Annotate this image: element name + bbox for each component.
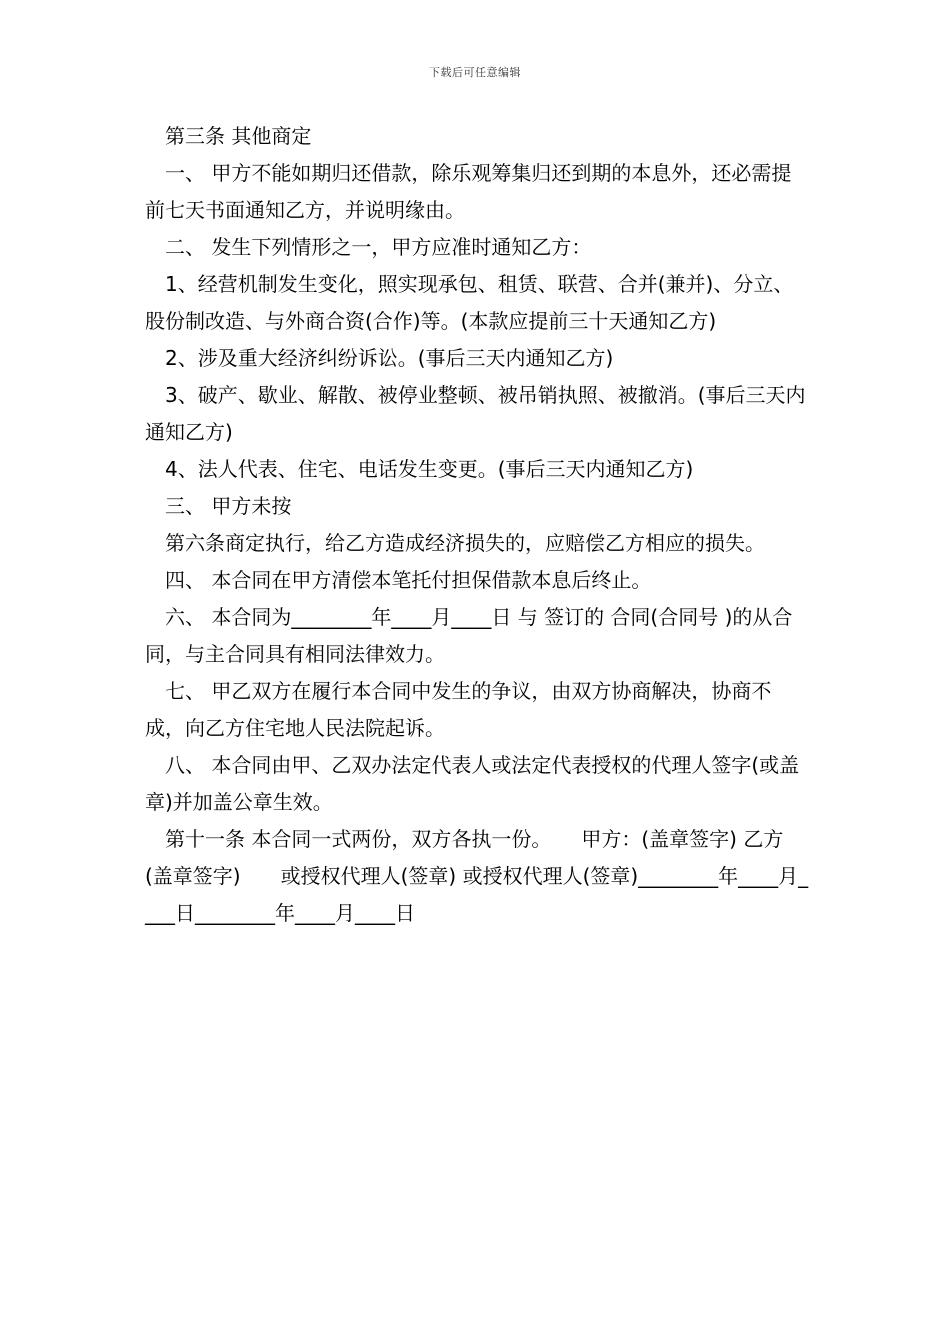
page-header: 下载后可任意编辑 [429,66,521,79]
clause-1: 一、 甲方不能如期归还借款，除乐观筹集归还到期的本息外，还必需提前七天书面通知乙方，并说明缘由。 [145,161,792,222]
document-body [145,118,810,932]
article-11-signatures: 第十一条 本合同一式两份，双方各执一份。 甲方：(盖章签字) 乙方(盖章签字) 或授权代理人(签章) 或授权代理人(签章)________年____月____日________年____月____日 [145,827,809,925]
clause-8: 八、 本合同由甲、乙双办法定代表人或法定代表授权的代理人签字(或盖章)并加盖公章生效。 [145,753,800,814]
clause-3: 三、 甲方未按 [165,494,292,518]
clause-2-item-1: 1、经营机制发生变化，照实现承包、租赁、联营、合并(兼并)、分立、股份制改造、与外商合资(合作)等。(本款应提前三十天通知乙方) [145,272,794,333]
clause-7: 七、 甲乙双方在履行本合同中发生的争议，由双方协商解决，协商不成，向乙方住宅地人民法院起诉。 [145,679,772,740]
clause-2-item-2: 2、涉及重大经济纠纷诉讼。(事后三天内通知乙方) [165,346,614,370]
article-3-title: 第三条 其他商定 [165,124,312,148]
clause-2-item-3: 3、破产、歇业、解散、被停业整顿、被吊销执照、被撤消。(事后三天内通知乙方) [145,383,806,444]
clause-4: 四、 本合同在甲方清偿本笔托付担保借款本息后终止。 [165,568,652,592]
clause-6: 六、 本合同为________年____月____日 与 签订的 合同(合同号 )的从合同，与主合同具有相同法律效力。 [145,605,793,666]
clause-3-continued: 第六条商定执行，给乙方造成经济损失的，应赔偿乙方相应的损失。 [165,531,765,555]
clause-2-item-4: 4、法人代表、住宅、电话发生变更。(事后三天内通知乙方) [165,457,694,481]
clause-2: 二、 发生下列情形之一，甲方应准时通知乙方： [165,235,592,259]
